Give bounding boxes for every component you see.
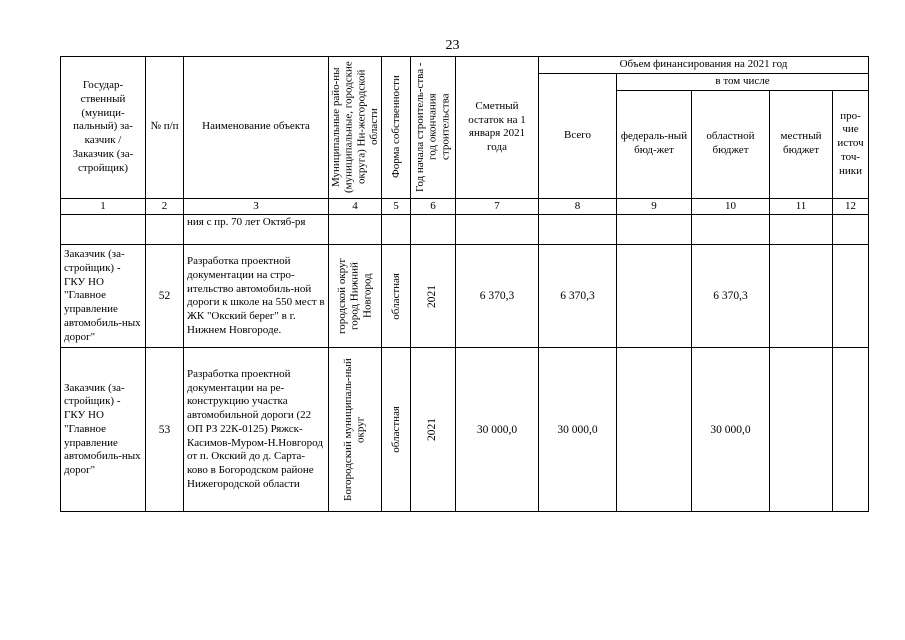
- column-number: 1: [61, 198, 146, 215]
- row-municipality: [329, 245, 382, 348]
- column-number: 7: [456, 198, 539, 215]
- header-federal: федераль-ный бюд-жет: [617, 90, 692, 198]
- row-other: [833, 348, 869, 512]
- header-object-name: Наименование объекта: [184, 57, 329, 199]
- row-ownership-text: областная: [389, 272, 402, 320]
- header-ownership: [382, 57, 411, 199]
- continuation-row: [61, 215, 869, 245]
- header-regional: областной бюджет: [692, 90, 770, 198]
- row-ownership: [382, 245, 411, 348]
- row-num: 52: [146, 245, 184, 348]
- header-funding-group: Объем финансирования на 2021 год: [539, 57, 869, 74]
- row-other: [833, 245, 869, 348]
- row-object-name: Разработка проектной документации на стро-ительство автомобиль-ной дороги к школе на 550 мест в ЖК "Окский берег" в г. Нижнем Новгороде.: [184, 245, 329, 348]
- page-number: 23: [445, 38, 460, 53]
- header-total: Всего: [539, 73, 617, 198]
- header-num: № п/п: [146, 57, 184, 199]
- continuation-object-name: ния с пр. 70 лет Октяб-ря: [184, 215, 329, 245]
- row-local: [770, 245, 833, 348]
- column-number: 9: [617, 198, 692, 215]
- row-municipality-text: Богородский муниципаль-ный округ: [342, 358, 367, 502]
- row-estimate-balance: 6 370,3: [456, 245, 539, 348]
- row-total: 6 370,3: [539, 245, 617, 348]
- table-row: [61, 348, 869, 512]
- column-number: 6: [411, 198, 456, 215]
- header-ownership-text: Форма собственности: [389, 75, 402, 179]
- column-number: 12: [833, 198, 869, 215]
- header-including: в том числе: [617, 73, 869, 90]
- row-years: [411, 348, 456, 512]
- row-federal: [617, 245, 692, 348]
- header-other: про-чие источ точ-ники: [833, 90, 869, 198]
- header-estimate-balance: Сметный остаток на 1 января 2021 года: [456, 57, 539, 199]
- row-estimate-balance: 30 000,0: [456, 348, 539, 512]
- row-local: [770, 348, 833, 512]
- row-num: 53: [146, 348, 184, 512]
- row-object-name: Разработка проектной документации на ре-конструкцию участка автомобильной дороги (22 ОП РЗ 22К-0125) Ряжск-Касимов-Муром-Н.Новгород от п. Окский до д. Сарта-ково в Богородском районе Нижегородской области: [184, 348, 329, 512]
- header-municipality: [329, 57, 382, 199]
- row-regional: 30 000,0: [692, 348, 770, 512]
- row-regional: 6 370,3: [692, 245, 770, 348]
- row-years: [411, 245, 456, 348]
- header-years-text: Год начала строитель-ства - год окончания строительства: [414, 62, 452, 192]
- row-federal: [617, 348, 692, 512]
- row-municipality: [329, 348, 382, 512]
- row-ownership: [382, 348, 411, 512]
- column-number: 4: [329, 198, 382, 215]
- row-years-text: 2021: [426, 284, 439, 308]
- column-number: 11: [770, 198, 833, 215]
- header-municipality-text: Муниципальные райо-ны (муниципальные, городские округа) Ни-жегородской области: [329, 61, 380, 194]
- column-number: 5: [382, 198, 411, 215]
- column-numbers-row: [61, 198, 869, 215]
- funding-table: [60, 56, 869, 512]
- row-ownership-text: областная: [389, 406, 402, 454]
- header-years: [411, 57, 456, 199]
- row-total: 30 000,0: [539, 348, 617, 512]
- row-years-text: 2021: [426, 418, 439, 442]
- row-customer: Заказчик (за-стройщик) - ГКУ НО "Главное управление автомобиль-ных дорог": [61, 245, 146, 348]
- column-number: 3: [184, 198, 329, 215]
- column-number: 8: [539, 198, 617, 215]
- header-local: местный бюджет: [770, 90, 833, 198]
- header-customer: Государ-ственный (муници-пальный) за-казчик / Заказчик (за-стройщик): [61, 57, 146, 199]
- column-number: 10: [692, 198, 770, 215]
- row-municipality-text: городской округ город Нижний Новгород: [336, 258, 374, 335]
- column-number: 2: [146, 198, 184, 215]
- row-customer: Заказчик (за-стройщик) - ГКУ НО "Главное управление автомобиль-ных дорог": [61, 348, 146, 512]
- table-row: [61, 245, 869, 348]
